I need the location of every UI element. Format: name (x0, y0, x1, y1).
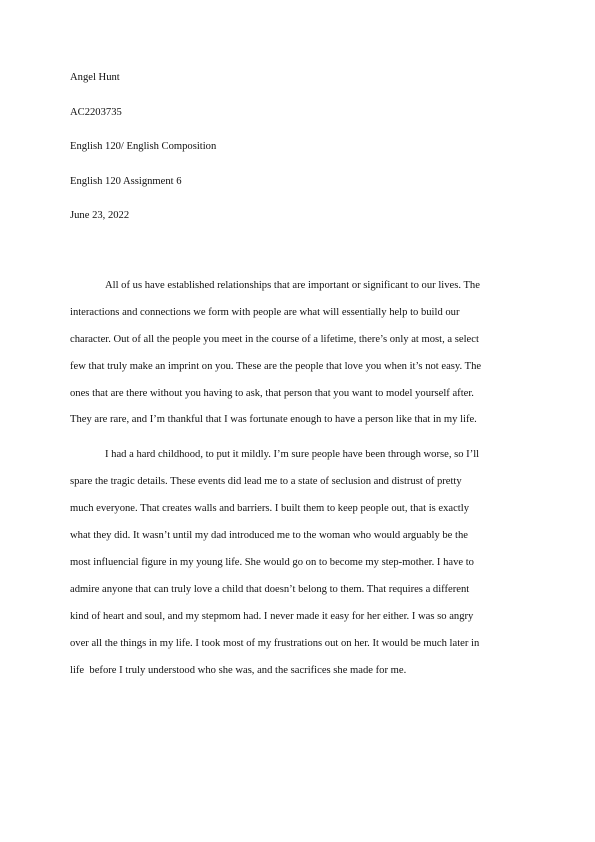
course-title: English 120/ English Composition (70, 141, 217, 152)
paragraph-line: most influencial figure in my young life. She would go on to become my step-mother. I have to (70, 557, 474, 568)
assignment-title: English 120 Assignment 6 (70, 176, 182, 187)
paragraph-line: life before I truly understood who she was, and the sacrifices she made for me. (70, 665, 407, 676)
paragraph-line: All of us have established relationships that are important or significant to our lives. The (105, 280, 480, 291)
author-name: Angel Hunt (70, 72, 120, 83)
paragraph-line: character. Out of all the people you meet in the course of a lifetime, there’s only at most, a select (70, 334, 479, 345)
paragraph-line: I had a hard childhood, to put it mildly. I’m sure people have been through worse, so I’ll (105, 449, 480, 460)
paragraph-line: They are rare, and I’m thankful that I was fortunate enough to have a person like that in my life. (70, 414, 477, 425)
document-date: June 23, 2022 (70, 210, 130, 221)
paragraph-line: interactions and connections we form with people are what will essentially help to build our (70, 307, 460, 318)
paragraph-line: ones that are there without you having to ask, that person that you want to model yourself after. (70, 388, 474, 399)
paragraph-line: over all the things in my life. I took most of my frustrations out on her. It would be much later in (70, 638, 480, 649)
paragraph-line: spare the tragic details. These events did lead me to a state of seclusion and distrust of pretty (70, 476, 462, 487)
paragraph-line: admire anyone that can truly love a child that doesn’t belong to them. That requires a different (70, 584, 470, 595)
student-id: AC2203735 (70, 107, 122, 118)
paragraph-line: what they did. It wasn’t until my dad introduced me to the woman who would arguably be the (70, 530, 468, 541)
paragraph-line: much everyone. That creates walls and barriers. I built them to keep people out, that is exactly (70, 503, 469, 514)
paragraph-line: kind of heart and soul, and my stepmom had. I never made it easy for her either. I was so angry (70, 611, 474, 622)
paragraph-line: few that truly make an imprint on you. These are the people that love you when it’s not easy. The (70, 361, 482, 372)
